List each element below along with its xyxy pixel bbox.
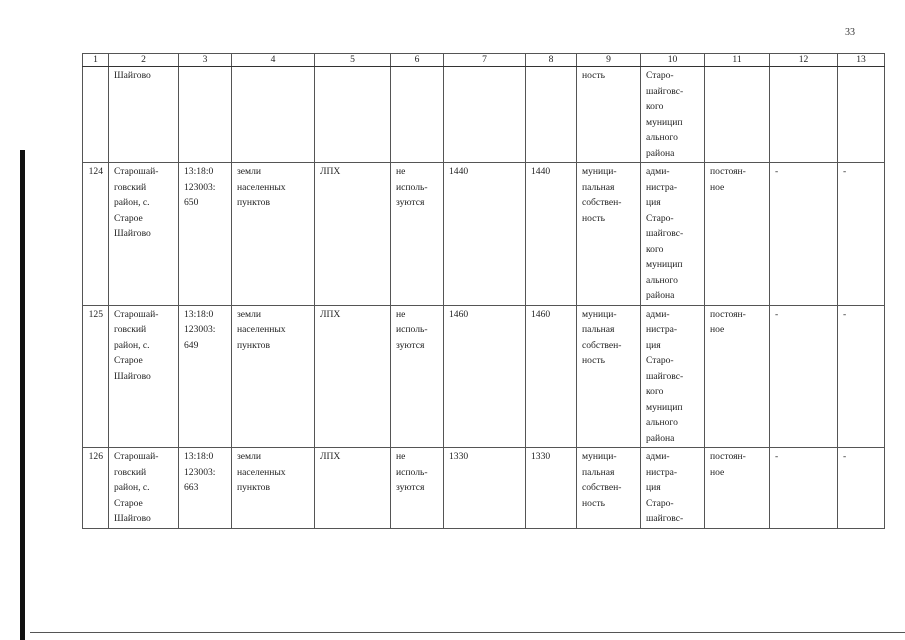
table-cell xyxy=(315,67,391,163)
table-cell: 13:18:0 123003: 649 xyxy=(179,305,232,448)
table-cell: не исполь- зуются xyxy=(391,448,444,529)
table-cell xyxy=(444,67,526,163)
table-cell: земли населенных пунктов xyxy=(232,448,315,529)
table-cell: не исполь- зуются xyxy=(391,305,444,448)
table-cell: - xyxy=(838,305,885,448)
table-cell: адми- нистра- ция Старо- шайговс- кого муницип ального района xyxy=(641,163,705,306)
table-cell: 1460 xyxy=(526,305,577,448)
table-cell: Старошай- говский район, с. Старое Шайгово xyxy=(109,163,179,306)
land-plots-table xyxy=(82,53,885,529)
table-cell: ЛПХ xyxy=(315,163,391,306)
table-cell: адми- нистра- ция Старо- шайговс- кого муницип ального района xyxy=(641,305,705,448)
table-cell: адми- нистра- ция Старо- шайговс- xyxy=(641,448,705,529)
table-row xyxy=(83,305,885,448)
table-cell xyxy=(526,67,577,163)
column-number: 9 xyxy=(577,54,641,67)
column-number: 8 xyxy=(526,54,577,67)
table-cell: ЛПХ xyxy=(315,448,391,529)
column-number: 5 xyxy=(315,54,391,67)
column-number: 6 xyxy=(391,54,444,67)
table-cell: 1440 xyxy=(444,163,526,306)
table-cell: - xyxy=(838,448,885,529)
table-cell: земли населенных пунктов xyxy=(232,305,315,448)
column-number: 11 xyxy=(705,54,770,67)
table-cell: постоян- ное xyxy=(705,163,770,306)
table-cell: 1330 xyxy=(526,448,577,529)
table-cell: Старошай- говский район, с. Старое Шайгово xyxy=(109,305,179,448)
table-cell: не исполь- зуются xyxy=(391,163,444,306)
column-number: 1 xyxy=(83,54,109,67)
table-cell: Старо- шайговс- кого муницип ального района xyxy=(641,67,705,163)
table-cell: 125 xyxy=(83,305,109,448)
table-cell: 1330 xyxy=(444,448,526,529)
table-cell xyxy=(770,67,838,163)
table-cell: 124 xyxy=(83,163,109,306)
table-cell: - xyxy=(838,163,885,306)
table-cell: муници- пальная собствен- ность xyxy=(577,448,641,529)
table-cell xyxy=(705,67,770,163)
table-cell xyxy=(838,67,885,163)
table-cell: муници- пальная собствен- ность xyxy=(577,305,641,448)
table-cell: - xyxy=(770,448,838,529)
table-cell: муници- пальная собствен- ность xyxy=(577,163,641,306)
column-number: 12 xyxy=(770,54,838,67)
scan-bottom-line xyxy=(30,632,905,633)
table-row xyxy=(83,448,885,529)
column-number: 3 xyxy=(179,54,232,67)
table-cell xyxy=(391,67,444,163)
table-cell: - xyxy=(770,305,838,448)
table-cell xyxy=(83,67,109,163)
table-cell: постоян- ное xyxy=(705,448,770,529)
table-cell xyxy=(232,67,315,163)
table-cell: постоян- ное xyxy=(705,305,770,448)
page-number: 33 xyxy=(845,27,855,38)
table-row xyxy=(83,67,885,163)
table-cell xyxy=(179,67,232,163)
column-number: 13 xyxy=(838,54,885,67)
scan-edge-bar xyxy=(20,150,25,640)
column-number-row xyxy=(83,54,885,67)
table-cell: - xyxy=(770,163,838,306)
table-cell: Старошай- говский район, с. Старое Шайгово xyxy=(109,448,179,529)
table-cell: Шайгово xyxy=(109,67,179,163)
table-cell: 13:18:0 123003: 650 xyxy=(179,163,232,306)
column-number: 7 xyxy=(444,54,526,67)
table-cell: ЛПХ xyxy=(315,305,391,448)
table-cell: ность xyxy=(577,67,641,163)
table-cell: 126 xyxy=(83,448,109,529)
table-row xyxy=(83,163,885,306)
table-cell: земли населенных пунктов xyxy=(232,163,315,306)
table-cell: 13:18:0 123003: 663 xyxy=(179,448,232,529)
table-cell: 1460 xyxy=(444,305,526,448)
table-cell: 1440 xyxy=(526,163,577,306)
column-number: 2 xyxy=(109,54,179,67)
column-number: 10 xyxy=(641,54,705,67)
column-number: 4 xyxy=(232,54,315,67)
